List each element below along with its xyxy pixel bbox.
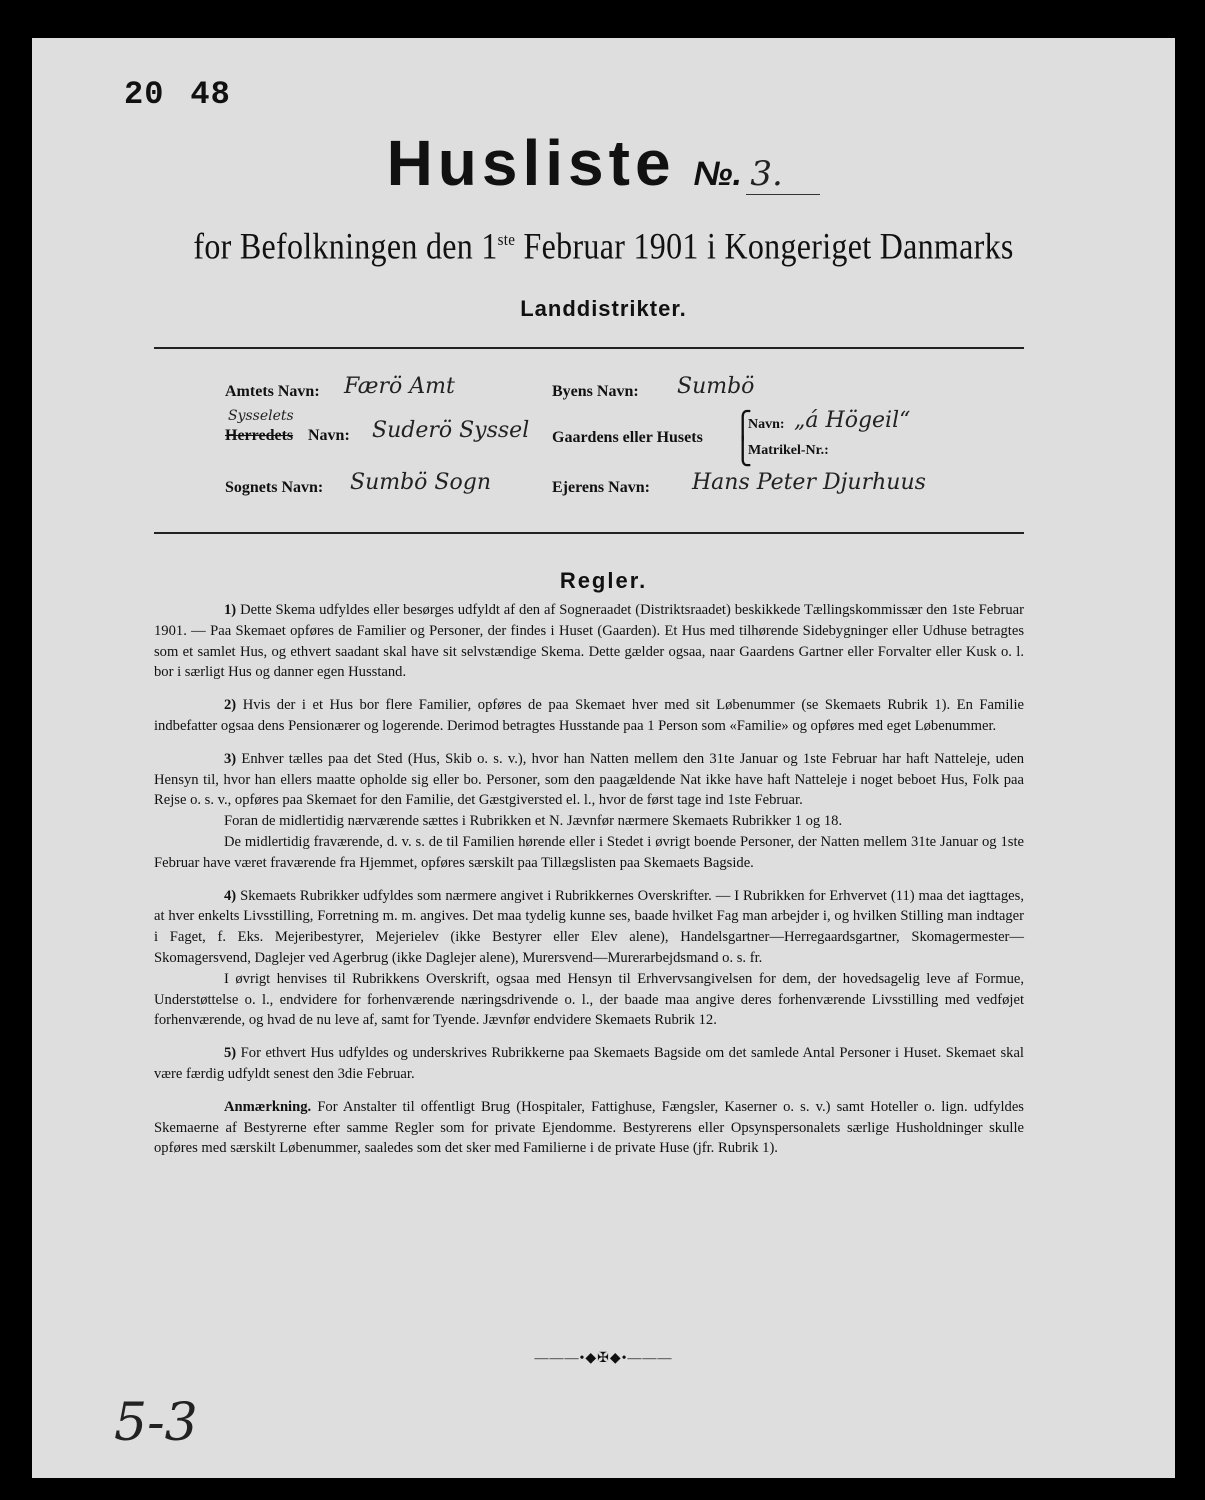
reference-number-part-2: 48 [190, 76, 231, 113]
rules-section [154, 600, 1024, 1171]
subtitle-superscript: ste [497, 231, 516, 250]
rule-5-text: For ethvert Hus udfyldes og underskrives Rubrikkerne paa Skemaets Bagside om det samlede Antal Personer i Huset. Skemaet skal være færdig udfyldt senest den 3die Februar. [154, 1045, 1024, 1082]
census-form-page [32, 38, 1175, 1478]
ejer-value: Hans Peter Djurhuus [692, 470, 926, 495]
rule-5 [154, 1043, 1024, 1085]
by-label: Byens Navn: [552, 383, 639, 400]
regler-heading: Regler. [559, 568, 648, 593]
reference-number-part-1: 20 [124, 76, 165, 113]
rule-3-text: Enhver tælles paa det Sted (Hus, Skib o. s. v.), hvor han Natten mellem den 31te Januar og 1ste Februar har haft Natteleje, uden Hensyn til, hvor han ellers maatte opholde sig eller bo. Personer, som den paagældende Nat ikke have haft Natteleje i noget beboet Hus, Folk paa Rejse o. s. v., opføres paa Skemaet for den Familie, det Gæstgiversted el. l., hvor de først tage ind 1ste Februar. [154, 750, 1024, 809]
sogn-label: Sognets Navn: [225, 479, 324, 496]
herred-value: Suderö Syssel [372, 418, 530, 443]
subtitle-part-b: Februar 1901 i Kongeriget Danmarks [515, 225, 1014, 267]
rule-3 [154, 749, 1024, 811]
form-title [32, 126, 1175, 200]
rule-5-number: 5) [224, 1045, 237, 1062]
rule-1-number: 1) [224, 602, 237, 618]
rule-2-text: Hvis der i et Hus bor flere Familier, opføres de paa Skemaet hver med sit Løbenummer (se Skemaets Rubrik 1). En Familie indbefatter ogsaa dens Pensionærer og logerende. Derimod betragtes Husstande paa 1 Person som «Familie» og opføres med eget Løbenummer. [154, 697, 1024, 734]
matrikel-label: Matrikel-Nr.: [748, 443, 829, 458]
top-divider [154, 347, 1024, 349]
rule-4-number: 4) [224, 887, 237, 904]
amt-value: Færö Amt [344, 374, 455, 399]
gaard-bracket: ⎧ ⎩ [733, 411, 753, 466]
bottom-divider [154, 532, 1024, 534]
rule-2 [154, 695, 1024, 737]
sogn-value: Sumbö Sogn [350, 470, 491, 495]
number-sign: №. [693, 155, 742, 193]
district-heading: Landdistrikter. [520, 296, 687, 321]
handwritten-page-number: 5-3 [114, 1393, 198, 1453]
ejer-label: Ejerens Navn: [552, 479, 650, 496]
amt-label: Amtets Navn: [225, 383, 320, 400]
anmaerkning-label: Anmærkning. [224, 1098, 312, 1115]
husliste-number-value: 3. [746, 154, 820, 195]
rule-1 [154, 600, 1024, 683]
title-text: Husliste [386, 127, 676, 199]
by-value: Sumbö [677, 374, 755, 399]
sysselets-handwritten: Sysselets [228, 408, 294, 424]
herredets-struck-label: Herredets [225, 427, 294, 444]
gaard-navn-label: Navn: [748, 417, 785, 432]
rule-3-note-c: De midlertidig fraværende, d. v. s. de til Familien hørende eller i Stedet i øvrigt boende Personer, der Natten mellem 31te Januar og 1ste Februar have været fraværende fra Hjemmet, opføres særskilt paa Tillægslisten paa Skemaets Bagside. [154, 833, 1024, 871]
gaard-label: Gaardens eller Husets [552, 429, 703, 446]
ornament-divider: ———•◆✠◆•——— [534, 1351, 673, 1366]
rule-4-note-b: I øvrigt henvises til Rubrikkens Overskrift, ogsaa med Hensyn til Erhvervsangivelsen for dem, der hovedsagelig leve af Formue, Understøttelse o. l., endvidere for forhenværende næringsdrivende o. l., der baade maa angive deres forhenværende Livsstilling med vedføjet forhenværende, og hvad de nu leve af, samt for Tyende. Jævnfør endvidere Skemaets Rubrik 12. [154, 970, 1024, 1029]
subtitle-part-a: for Befolkningen den 1 [193, 225, 498, 267]
rule-4-text: Skemaets Rubrikker udfyldes som nærmere angivet i Rubrikkernes Overskrifter. — I Rubrikken for Erhvervet (11) maa det iagttages, at hver enkelts Livsstilling, Forretning m. m. angives. Det maa tydelig kunne ses, baade hvilket Fag man arbejder i, og hvilken Stilling man indtager i Faget, f. Eks. Mejeribestyrer, Mejerielev (ikke Bestyrer eller Elev alene), Handelsgartner—Herregaardsgartner, Skomagermester—Skomagersvend, Daglejer ved Agerbrug (ikke Daglejer alene), Murersvend—Murerarbejdsmand o. s. fr. [154, 887, 1024, 966]
herred-label: Navn: [308, 427, 350, 444]
rule-1-text: Dette Skema udfyldes eller besørges udfyldt af den af Sogneraadet (Distriktsraadet) beskikkede Tællingskommissær den 1ste Februar 1901. — Paa Skemaet opføres de Familier og Personer, der findes i Huset (Gaarden). Et Hus med tilhørende Sidebygninger eller Udhuse betragtes som et samlet Hus, og ethvert saadant skal have sit selvstændige Skema. Dette gælder ogsaa, naar Gaardens Gartner eller Forvalter eller Kusk o. l. bor i særligt Hus og danner egen Husstand. [154, 602, 1024, 681]
rule-3-note-b: Foran de midlertidig nærværende sættes i Rubrikken et N. Jævnfør nærmere Skemaets Rubrikker 1 og 18. [224, 813, 843, 830]
gaard-navn-value: „á Högeil“ [794, 408, 911, 433]
archive-reference-number [124, 76, 257, 113]
rule-4 [154, 886, 1024, 969]
rule-2-number: 2) [224, 697, 237, 714]
anmaerkning [154, 1097, 1024, 1159]
form-subtitle [32, 225, 1175, 268]
rule-3-number: 3) [224, 750, 237, 767]
anmaerkning-text: For Anstalter til offentligt Brug (Hospitaler, Fattighuse, Fængsler, Kaserner o. s. v.) samt Hoteller o. lign. udfyldes Skemaerne af Bestyrerne efter samme Regler som for private Ejendomme. Bestyrerens eller Opsynspersonalets særlige Husholdninger skulle opføres med særskilt Løbenummer, saaledes som det sker med Familierne i de private Huse (jfr. Rubrik 1). [154, 1098, 1024, 1157]
